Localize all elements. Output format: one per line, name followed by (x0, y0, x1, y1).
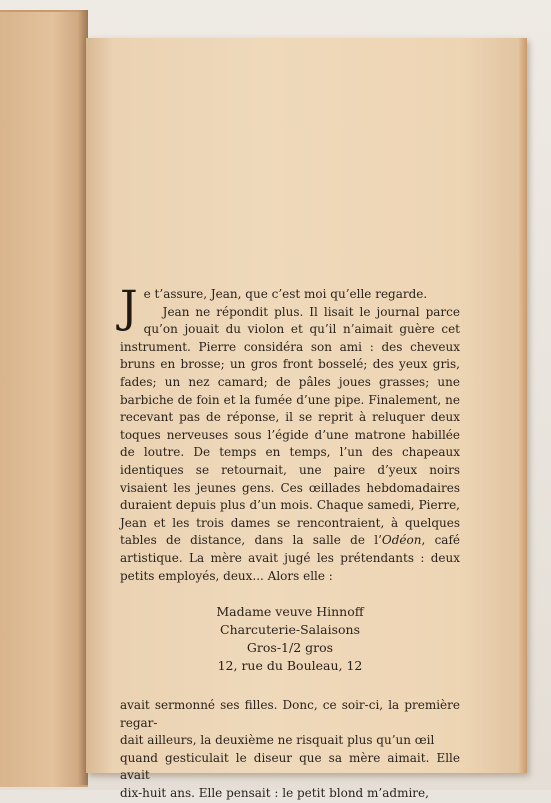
shop-address (120, 603, 460, 675)
continuation-line: avait sermonné ses filles. Donc, ce soir-ci, la première regar- (120, 698, 460, 730)
continuation-line: dait ailleurs, la deuxième ne risquait plus qu’un œil (120, 733, 435, 748)
page-text (120, 282, 460, 803)
main-paragraph-text: Jean ne répondit plus. Il lisait le journal parce qu’on jouait du violon et qu’il n’aimait guère cet instrument. Pierre considéra son ami : des cheveux bruns en brosse; un gros front bosselé; des yeux gris, fades; un nez camard; de pâles joues grasses; une barbiche de foin et la fumée d’une pipe. Finalement, ne recevant pas de réponse, il se reprit à reluquer deux toques nerveuses sous l’égide d’une matrone habillée de loutre. De temps en temps, l’un des chapeaux identiques se retournait, une paire d’yeux noirs visaient les jeunes gens. Ces œillades hebdomadaires duraient depuis plus d’un mois. Chaque samedi, Pierre, Jean et les trois dames se rencontraient, à quelques tables de distance, dans la salle de l’ (120, 304, 460, 548)
drop-cap: J (120, 282, 138, 333)
address-line: 12, rue du Bouleau, 12 (217, 658, 363, 674)
odeon-italic: Odéon (381, 533, 422, 548)
continuation-line: dix-huit ans. Elle pensait : le petit blond m’admire, (120, 786, 429, 801)
main-paragraph-end: , café artistique. La mère avait jugé les prétendants : deux petits employés, deux... Alors elle : (120, 533, 460, 583)
opening-line (120, 282, 460, 333)
left-page-edge (0, 10, 88, 787)
address-line: Madame veuve Hinnoff (216, 604, 364, 620)
opening-line-text: e t’assure, Jean, que c’est moi qu’elle regarde. (143, 287, 428, 301)
continuation-paragraph (120, 697, 460, 803)
main-paragraph (120, 304, 460, 586)
address-line: Charcuterie-Salaisons (220, 622, 360, 638)
page-edge-shadow (518, 38, 527, 773)
continuation-line: quand gesticulait le diseur que sa mère aimait. Elle avait (120, 750, 460, 783)
address-line: Gros-1/2 gros (246, 640, 334, 656)
